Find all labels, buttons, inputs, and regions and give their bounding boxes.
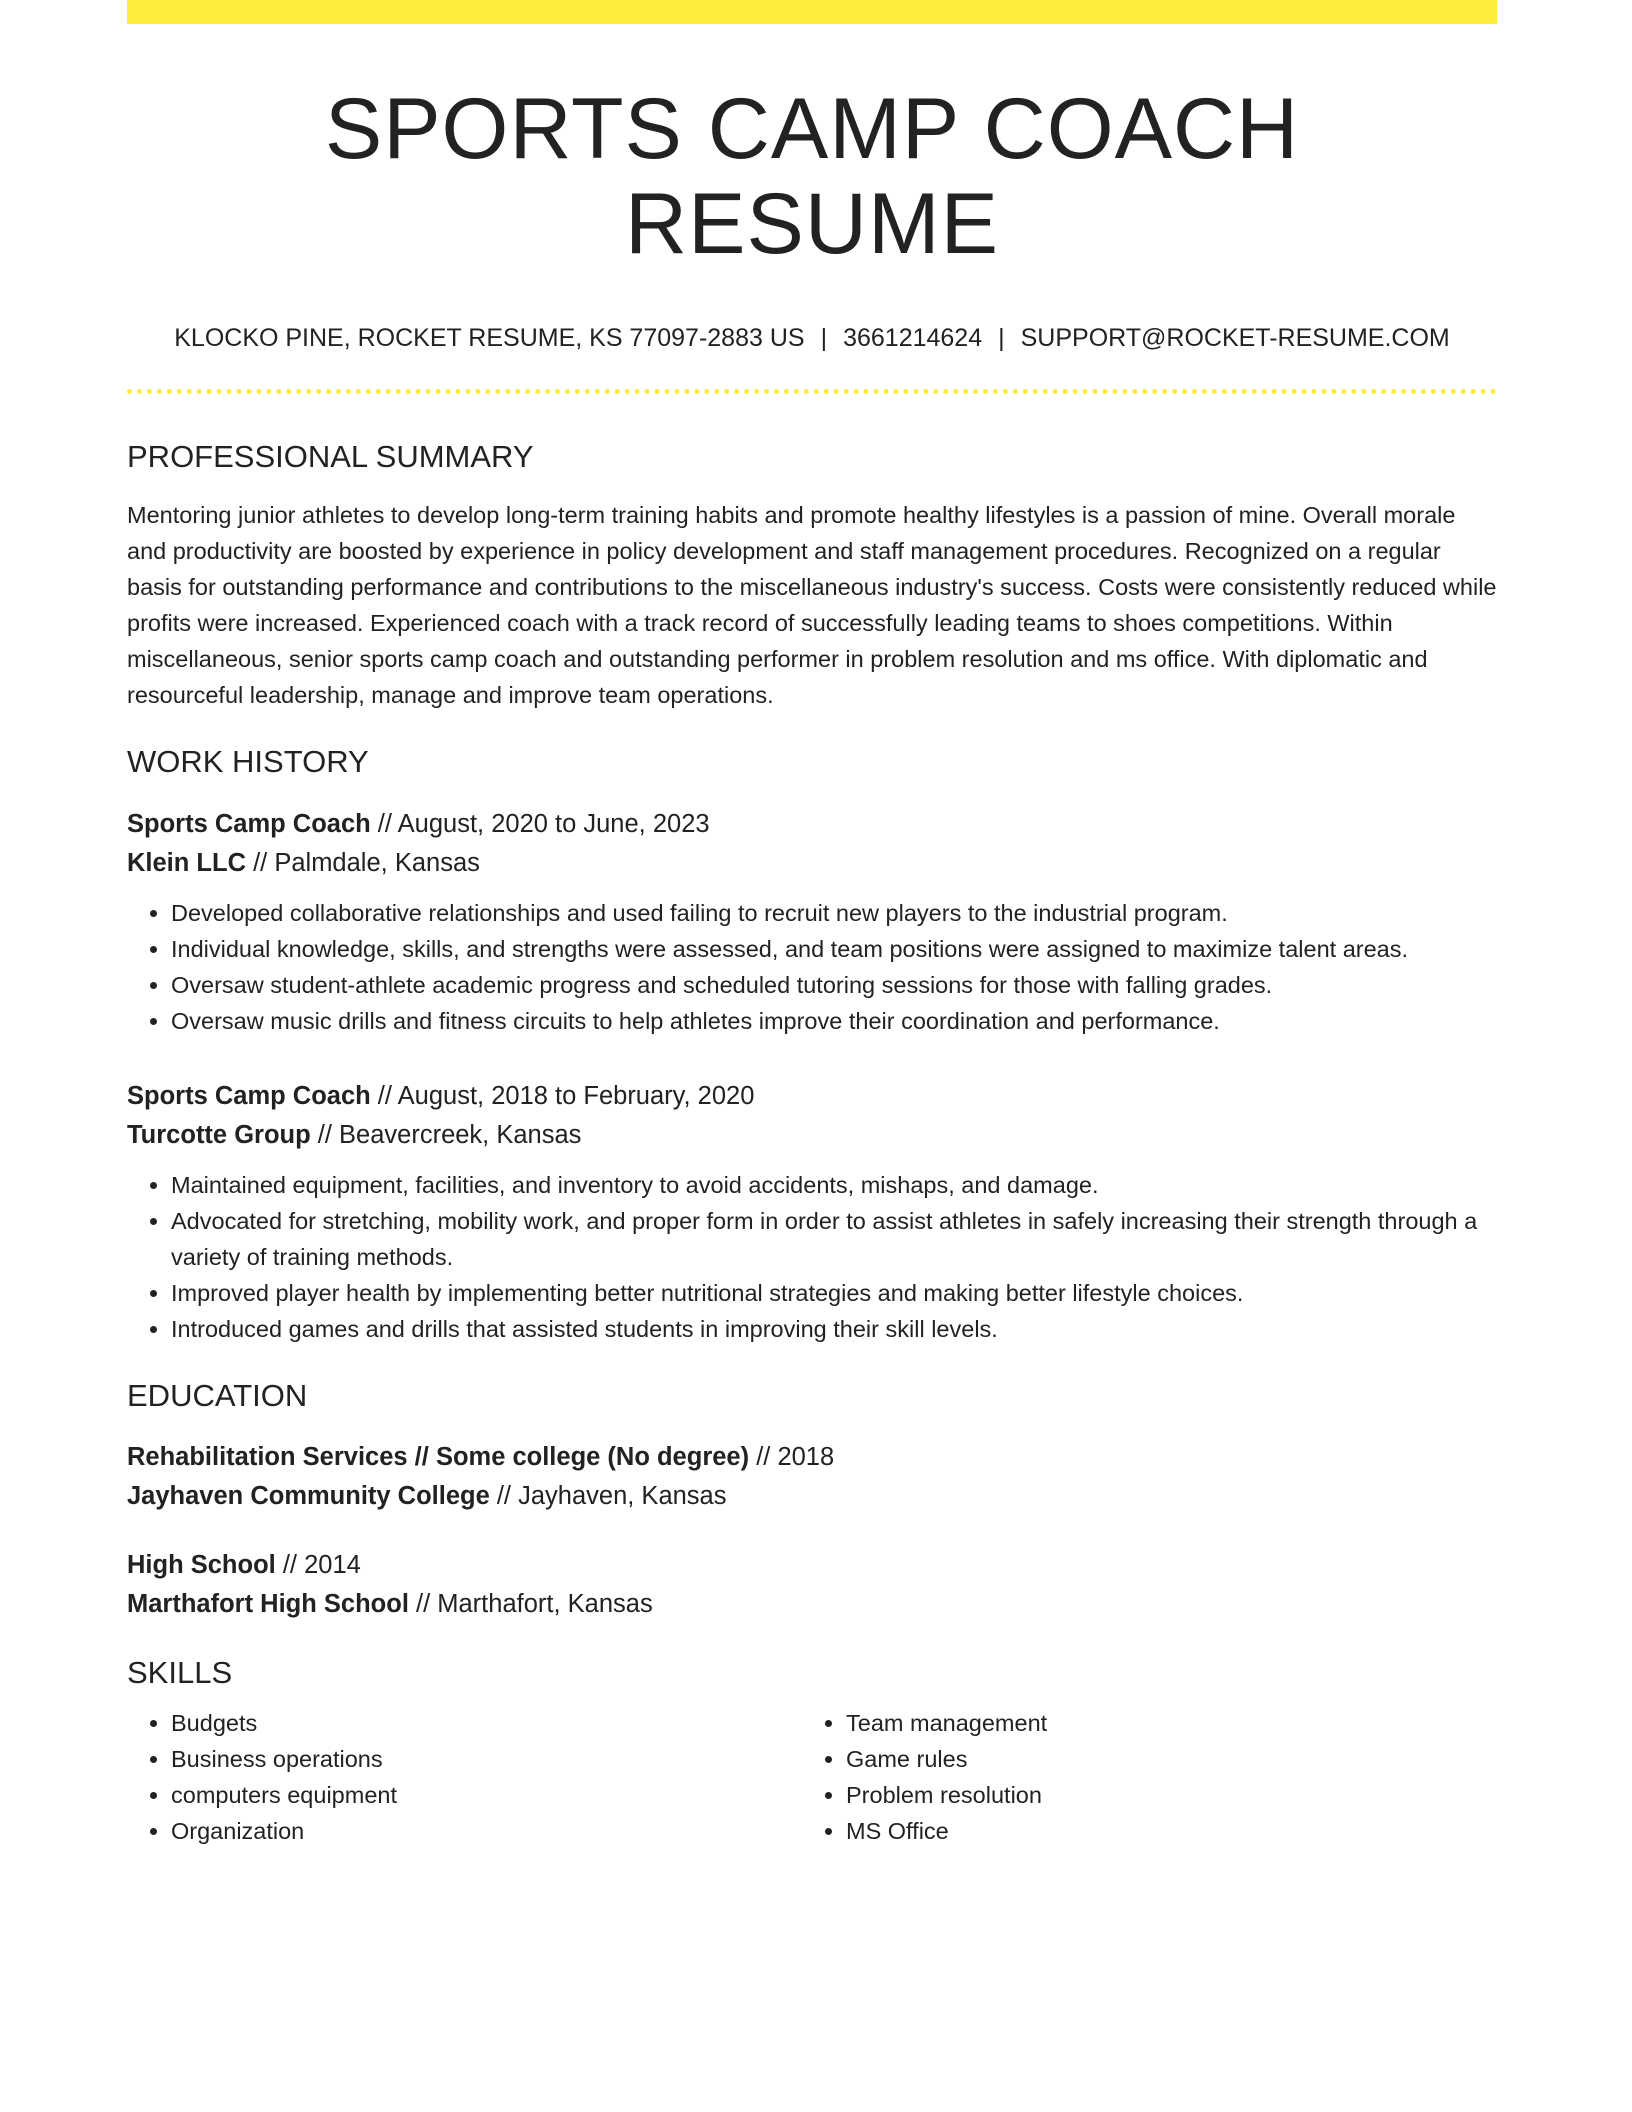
- job-company-line: [127, 1116, 1497, 1155]
- job-entry: [127, 1077, 1497, 1347]
- job-company-line: [127, 844, 1497, 883]
- job-bullets: [127, 1167, 1497, 1347]
- job-title-line: [127, 1077, 1497, 1116]
- education-school-line: [127, 1585, 1497, 1624]
- contact-phone: 3661214624: [843, 324, 983, 353]
- skills-column-left: [127, 1705, 802, 1849]
- job-bullets: [127, 895, 1497, 1039]
- skills-column-right: [802, 1705, 1477, 1849]
- job-bullet: • Maintained equipment, facilities, and inventory to avoid accidents, mishaps, and damage.: [171, 1167, 1497, 1203]
- education-degree: High School: [127, 1550, 276, 1579]
- education-school: Marthafort High School: [127, 1589, 409, 1618]
- resume-title: SPORTS CAMP COACH RESUME: [324, 81, 1300, 272]
- top-accent-bar: [127, 0, 1497, 24]
- education-entry: [127, 1438, 1497, 1516]
- job-company: Klein LLC: [127, 848, 246, 877]
- education-year: // 2018: [749, 1442, 835, 1471]
- skill-item: • Problem resolution: [846, 1777, 1477, 1813]
- job-dates: // August, 2020 to June, 2023: [370, 809, 710, 838]
- skill-item: • Team management: [846, 1705, 1477, 1741]
- education-location: // Marthafort, Kansas: [408, 1589, 653, 1618]
- work-history-heading: WORK HISTORY: [127, 744, 369, 780]
- education-degree-line: [127, 1438, 1497, 1477]
- education-year: // 2014: [275, 1550, 361, 1579]
- skill-item: • Budgets: [171, 1705, 802, 1741]
- summary-heading: PROFESSIONAL SUMMARY: [127, 439, 534, 475]
- job-location: // Beavercreek, Kansas: [310, 1120, 582, 1149]
- summary-text: Mentoring junior athletes to develop long-term training habits and promote healthy lifestyles is a passion of mine. Overall morale and productivity are boosted by experience in policy development and staff management procedures. Recognized on a regular basis for outstanding performance and contributions to the miscellaneous industry's success. Costs were consistently reduced while profits were increased. Experienced coach with a track record of successfully leading teams to shoes competitions. Within miscellaneous, senior sports camp coach and outstanding performer in problem resolution and ms office. With diplomatic and resourceful leadership, manage and improve team operations.: [127, 502, 1497, 709]
- job-dates: // August, 2018 to February, 2020: [370, 1081, 755, 1110]
- education-heading: EDUCATION: [127, 1377, 308, 1413]
- dotted-divider: [127, 389, 1497, 394]
- contact-line: [127, 323, 1497, 353]
- skills-heading: SKILLS: [127, 1654, 233, 1690]
- job-company: Turcotte Group: [127, 1120, 311, 1149]
- education-location: // Jayhaven, Kansas: [489, 1481, 727, 1510]
- job-bullet: • Individual knowledge, skills, and strengths were assessed, and team positions were assigned to maximize talent areas.: [171, 931, 1497, 967]
- skills-grid: [127, 1705, 1497, 1849]
- job-bullet: • Advocated for stretching, mobility work, and proper form in order to assist athletes in safely increasing their strength through a variety of training methods.: [171, 1203, 1497, 1275]
- contact-separator: |: [820, 324, 828, 353]
- education-degree-line: [127, 1546, 1497, 1585]
- job-title-line: [127, 805, 1497, 844]
- job-bullet: • Introduced games and drills that assisted students in improving their skill levels.: [171, 1311, 1497, 1347]
- job-title: Sports Camp Coach: [127, 809, 371, 838]
- skill-item: • MS Office: [846, 1813, 1477, 1849]
- education-school-line: [127, 1477, 1497, 1516]
- job-title: Sports Camp Coach: [127, 1081, 371, 1110]
- job-bullet: • Oversaw student-athlete academic progress and scheduled tutoring sessions for those with falling grades.: [171, 967, 1497, 1003]
- job-bullet: • Oversaw music drills and fitness circuits to help athletes improve their coordination and performance.: [171, 1003, 1497, 1039]
- skill-item: • computers equipment: [171, 1777, 802, 1813]
- education-school: Jayhaven Community College: [127, 1481, 490, 1510]
- contact-email: SUPPORT@ROCKET-RESUME.COM: [1020, 324, 1450, 353]
- job-location: // Palmdale, Kansas: [246, 848, 480, 877]
- job-bullet: • Developed collaborative relationships and used failing to recruit new players to the industrial program.: [171, 895, 1497, 931]
- contact-separator: |: [998, 324, 1005, 353]
- job-bullet: • Improved player health by implementing better nutritional strategies and making better lifestyle choices.: [171, 1275, 1497, 1311]
- contact-address: KLOCKO PINE, ROCKET RESUME, KS 77097-2883 US: [174, 324, 805, 353]
- job-entry: [127, 805, 1497, 1039]
- education-entry: [127, 1546, 1497, 1624]
- education-degree: Rehabilitation Services // Some college (No degree): [127, 1442, 750, 1471]
- skill-item: • Game rules: [846, 1741, 1477, 1777]
- skill-item: • Organization: [171, 1813, 802, 1849]
- skill-item: • Business operations: [171, 1741, 802, 1777]
- resume-page: [127, 0, 1497, 1849]
